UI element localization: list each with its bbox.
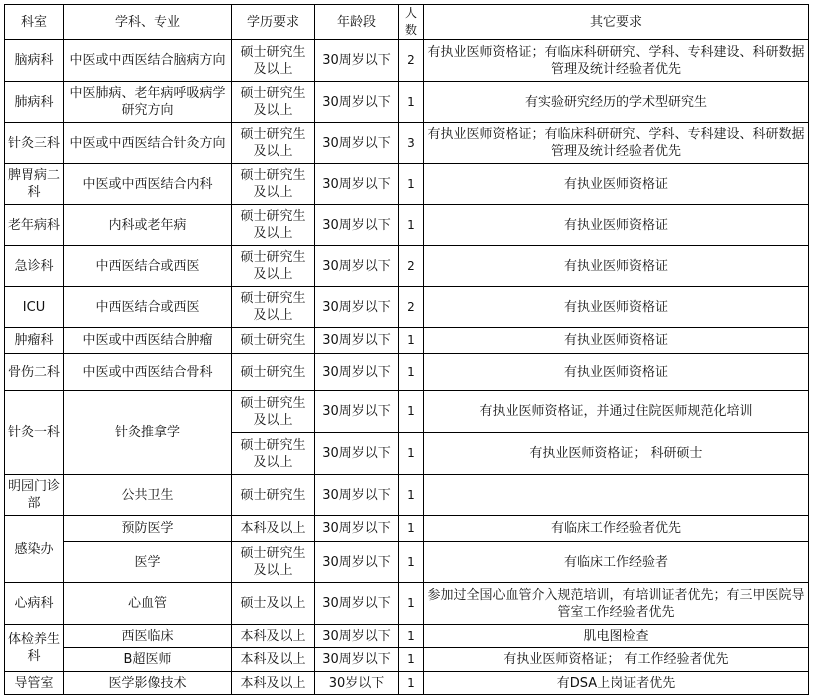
requirement-cell: 有临床工作经验者优先 bbox=[424, 516, 809, 542]
dept-cell: 针灸一科 bbox=[5, 391, 64, 475]
education-cell: 硕士及以上 bbox=[232, 583, 315, 625]
table-row bbox=[5, 391, 809, 433]
table-row bbox=[5, 328, 809, 354]
table-row bbox=[5, 164, 809, 205]
major-cell: 中医或中西医结合肿瘤 bbox=[64, 328, 232, 354]
count-cell: 1 bbox=[399, 205, 424, 246]
count-cell: 1 bbox=[399, 164, 424, 205]
count-cell: 1 bbox=[399, 648, 424, 672]
count-cell: 1 bbox=[399, 354, 424, 391]
major-cell: 医学影像技术 bbox=[64, 672, 232, 695]
header-dept: 科室 bbox=[5, 5, 64, 40]
header-major: 学科、专业 bbox=[64, 5, 232, 40]
header-other-requirements: 其它要求 bbox=[424, 5, 809, 40]
major-cell: 中医或中西医结合内科 bbox=[64, 164, 232, 205]
requirement-cell: 有执业医师资格证； 有工作经验者优先 bbox=[424, 648, 809, 672]
age-cell: 30周岁以下 bbox=[315, 475, 399, 516]
major-cell: 预防医学 bbox=[64, 516, 232, 542]
count-cell: 1 bbox=[399, 328, 424, 354]
age-cell: 30周岁以下 bbox=[315, 164, 399, 205]
requirement-cell bbox=[424, 475, 809, 516]
count-cell: 2 bbox=[399, 246, 424, 287]
table-row bbox=[5, 583, 809, 625]
major-cell: 公共卫生 bbox=[64, 475, 232, 516]
table-row bbox=[5, 40, 809, 82]
header-row bbox=[5, 5, 809, 40]
age-cell: 30周岁以下 bbox=[315, 354, 399, 391]
header-count: 人数 bbox=[399, 5, 424, 40]
education-cell: 硕士研究生及以上 bbox=[232, 82, 315, 123]
dept-cell: 导管室 bbox=[5, 672, 64, 695]
major-cell: 西医临床 bbox=[64, 625, 232, 648]
education-cell: 硕士研究生 bbox=[232, 475, 315, 516]
table-row bbox=[5, 123, 809, 164]
age-cell: 30周岁以下 bbox=[315, 123, 399, 164]
dept-cell: 明园门诊部 bbox=[5, 475, 64, 516]
education-cell: 硕士研究生及以上 bbox=[232, 391, 315, 433]
table-row bbox=[5, 205, 809, 246]
major-cell: 中医或中西医结合脑病方向 bbox=[64, 40, 232, 82]
table-row bbox=[5, 82, 809, 123]
education-cell: 硕士研究生 bbox=[232, 328, 315, 354]
requirement-cell: 有DSA上岗证者优先 bbox=[424, 672, 809, 695]
count-cell: 1 bbox=[399, 391, 424, 433]
education-cell: 硕士研究生及以上 bbox=[232, 164, 315, 205]
education-cell: 硕士研究生及以上 bbox=[232, 40, 315, 82]
table-row bbox=[5, 542, 809, 583]
requirement-cell: 有执业医师资格证 bbox=[424, 164, 809, 205]
education-cell: 本科及以上 bbox=[232, 672, 315, 695]
requirement-cell: 有执业医师资格证 bbox=[424, 354, 809, 391]
dept-cell: 肿瘤科 bbox=[5, 328, 64, 354]
table-row bbox=[5, 672, 809, 695]
major-cell: 中医或中西医结合针灸方向 bbox=[64, 123, 232, 164]
dept-cell: 体检养生科 bbox=[5, 625, 64, 672]
age-cell: 30周岁以下 bbox=[315, 625, 399, 648]
major-cell: 中西医结合或西医 bbox=[64, 246, 232, 287]
count-cell: 1 bbox=[399, 516, 424, 542]
table-row bbox=[5, 625, 809, 648]
count-cell: 1 bbox=[399, 475, 424, 516]
count-cell: 3 bbox=[399, 123, 424, 164]
age-cell: 30周岁以下 bbox=[315, 40, 399, 82]
recruitment-table bbox=[4, 4, 809, 695]
major-cell: 中西医结合或西医 bbox=[64, 287, 232, 328]
major-cell: 医学 bbox=[64, 542, 232, 583]
major-cell: 内科或老年病 bbox=[64, 205, 232, 246]
age-cell: 30岁以下 bbox=[315, 672, 399, 695]
age-cell: 30周岁以下 bbox=[315, 648, 399, 672]
dept-cell: ICU bbox=[5, 287, 64, 328]
dept-cell: 脾胃病二科 bbox=[5, 164, 64, 205]
age-cell: 30周岁以下 bbox=[315, 583, 399, 625]
requirement-cell: 有执业医师资格证；有临床科研研究、学科、专科建设、科研数据管理及统计经验者优先 bbox=[424, 123, 809, 164]
education-cell: 本科及以上 bbox=[232, 625, 315, 648]
recruitment-table-container bbox=[4, 4, 809, 695]
dept-cell: 肺病科 bbox=[5, 82, 64, 123]
table-row bbox=[5, 354, 809, 391]
requirement-cell: 有实验研究经历的学术型研究生 bbox=[424, 82, 809, 123]
requirement-cell: 有执业医师资格证，并通过住院医师规范化培训 bbox=[424, 391, 809, 433]
header-education: 学历要求 bbox=[232, 5, 315, 40]
age-cell: 30周岁以下 bbox=[315, 542, 399, 583]
requirement-cell: 有执业医师资格证 bbox=[424, 246, 809, 287]
dept-cell: 针灸三科 bbox=[5, 123, 64, 164]
age-cell: 30周岁以下 bbox=[315, 205, 399, 246]
dept-cell: 心病科 bbox=[5, 583, 64, 625]
age-cell: 30周岁以下 bbox=[315, 433, 399, 475]
requirement-cell: 肌电图检查 bbox=[424, 625, 809, 648]
dept-cell: 急诊科 bbox=[5, 246, 64, 287]
age-cell: 30周岁以下 bbox=[315, 391, 399, 433]
dept-cell: 骨伤二科 bbox=[5, 354, 64, 391]
table-row bbox=[5, 287, 809, 328]
age-cell: 30周岁以下 bbox=[315, 516, 399, 542]
age-cell: 30周岁以下 bbox=[315, 287, 399, 328]
count-cell: 1 bbox=[399, 672, 424, 695]
header-age: 年龄段 bbox=[315, 5, 399, 40]
education-cell: 本科及以上 bbox=[232, 516, 315, 542]
major-cell: 中医或中西医结合骨科 bbox=[64, 354, 232, 391]
dept-cell: 老年病科 bbox=[5, 205, 64, 246]
requirement-cell: 参加过全国心血管介入规范培训，有培训证者优先；有三甲医院导管室工作经验者优先 bbox=[424, 583, 809, 625]
table-row bbox=[5, 516, 809, 542]
count-cell: 1 bbox=[399, 583, 424, 625]
requirement-cell: 有临床工作经验者 bbox=[424, 542, 809, 583]
table-row bbox=[5, 246, 809, 287]
education-cell: 硕士研究生及以上 bbox=[232, 205, 315, 246]
major-cell: 中医肺病、老年病呼吸病学研究方向 bbox=[64, 82, 232, 123]
requirement-cell: 有执业医师资格证 bbox=[424, 287, 809, 328]
age-cell: 30周岁以下 bbox=[315, 328, 399, 354]
major-cell: B超医师 bbox=[64, 648, 232, 672]
education-cell: 硕士研究生及以上 bbox=[232, 542, 315, 583]
major-cell: 针灸推拿学 bbox=[64, 391, 232, 475]
age-cell: 30周岁以下 bbox=[315, 246, 399, 287]
education-cell: 本科及以上 bbox=[232, 648, 315, 672]
education-cell: 硕士研究生及以上 bbox=[232, 123, 315, 164]
education-cell: 硕士研究生及以上 bbox=[232, 287, 315, 328]
education-cell: 硕士研究生 bbox=[232, 354, 315, 391]
requirement-cell: 有执业医师资格证 bbox=[424, 328, 809, 354]
dept-cell: 感染办 bbox=[5, 516, 64, 583]
major-cell: 心血管 bbox=[64, 583, 232, 625]
requirement-cell: 有执业医师资格证；有临床科研研究、学科、专科建设、科研数据管理及统计经验者优先 bbox=[424, 40, 809, 82]
count-cell: 2 bbox=[399, 40, 424, 82]
table-row bbox=[5, 475, 809, 516]
requirement-cell: 有执业医师资格证； 科研硕士 bbox=[424, 433, 809, 475]
education-cell: 硕士研究生及以上 bbox=[232, 433, 315, 475]
requirement-cell: 有执业医师资格证 bbox=[424, 205, 809, 246]
table-row bbox=[5, 648, 809, 672]
count-cell: 1 bbox=[399, 625, 424, 648]
age-cell: 30周岁以下 bbox=[315, 82, 399, 123]
dept-cell: 脑病科 bbox=[5, 40, 64, 82]
count-cell: 1 bbox=[399, 82, 424, 123]
count-cell: 1 bbox=[399, 433, 424, 475]
count-cell: 1 bbox=[399, 542, 424, 583]
count-cell: 2 bbox=[399, 287, 424, 328]
education-cell: 硕士研究生及以上 bbox=[232, 246, 315, 287]
